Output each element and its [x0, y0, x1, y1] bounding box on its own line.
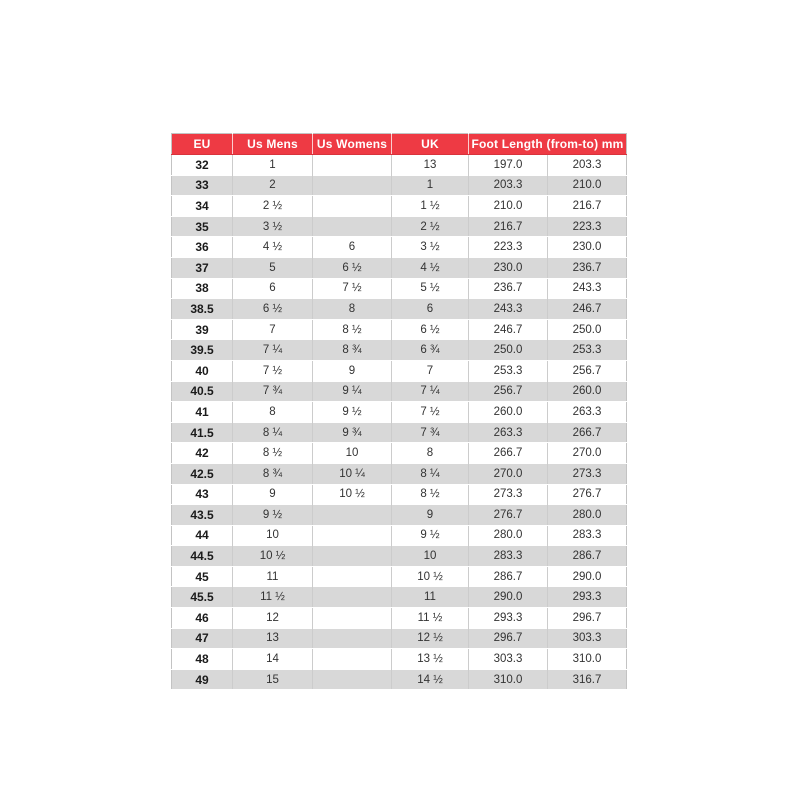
- cell-eu: 38.5: [172, 299, 233, 320]
- col-header-us-womens: Us Womens: [313, 134, 392, 155]
- cell-us-womens: [313, 669, 392, 690]
- cell-us-womens: [313, 216, 392, 237]
- table-row: [172, 257, 627, 278]
- cell-uk: 7 ¾: [392, 422, 469, 443]
- cell-us-mens: 12: [233, 608, 313, 629]
- cell-foot-from: 216.7: [469, 216, 548, 237]
- col-header-eu: EU: [172, 134, 233, 155]
- cell-foot-to: 273.3: [548, 463, 627, 484]
- table-row: [172, 319, 627, 340]
- size-table-body: [172, 155, 627, 690]
- cell-eu: 33: [172, 175, 233, 196]
- table-row: [172, 463, 627, 484]
- cell-uk: 13 ½: [392, 649, 469, 670]
- cell-us-womens: 10 ½: [313, 484, 392, 505]
- cell-us-womens: 10 ¼: [313, 463, 392, 484]
- cell-uk: 6 ¾: [392, 340, 469, 361]
- cell-foot-from: 260.0: [469, 402, 548, 423]
- cell-foot-from: 223.3: [469, 237, 548, 258]
- cell-us-womens: 9: [313, 360, 392, 381]
- table-row: [172, 381, 627, 402]
- cell-uk: 3 ½: [392, 237, 469, 258]
- table-row: [172, 443, 627, 464]
- cell-uk: 7 ¼: [392, 381, 469, 402]
- cell-foot-to: 290.0: [548, 566, 627, 587]
- table-row: [172, 175, 627, 196]
- cell-us-mens: 8 ½: [233, 443, 313, 464]
- cell-foot-to: 250.0: [548, 319, 627, 340]
- table-row: [172, 505, 627, 526]
- table-row: [172, 278, 627, 299]
- cell-us-mens: 8: [233, 402, 313, 423]
- cell-us-womens: 7 ½: [313, 278, 392, 299]
- cell-us-mens: 10: [233, 525, 313, 546]
- cell-foot-to: 216.7: [548, 196, 627, 217]
- table-row: [172, 196, 627, 217]
- cell-uk: 11 ½: [392, 608, 469, 629]
- cell-foot-from: 246.7: [469, 319, 548, 340]
- cell-us-mens: 2: [233, 175, 313, 196]
- cell-uk: 10: [392, 546, 469, 567]
- cell-uk: 4 ½: [392, 257, 469, 278]
- cell-us-womens: 9 ¾: [313, 422, 392, 443]
- table-row: [172, 422, 627, 443]
- cell-foot-to: 286.7: [548, 546, 627, 567]
- cell-uk: 5 ½: [392, 278, 469, 299]
- table-row: [172, 566, 627, 587]
- cell-foot-from: 286.7: [469, 566, 548, 587]
- cell-uk: 6: [392, 299, 469, 320]
- cell-us-mens: 3 ½: [233, 216, 313, 237]
- cell-foot-from: 270.0: [469, 463, 548, 484]
- cell-uk: 1: [392, 175, 469, 196]
- cell-us-womens: [313, 196, 392, 217]
- cell-us-mens: 14: [233, 649, 313, 670]
- cell-foot-from: 250.0: [469, 340, 548, 361]
- cell-us-mens: 6: [233, 278, 313, 299]
- cell-foot-from: 203.3: [469, 175, 548, 196]
- cell-uk: 7 ½: [392, 402, 469, 423]
- cell-foot-to: 243.3: [548, 278, 627, 299]
- cell-foot-to: 256.7: [548, 360, 627, 381]
- cell-us-womens: 8: [313, 299, 392, 320]
- cell-eu: 44: [172, 525, 233, 546]
- cell-us-mens: 7 ¾: [233, 381, 313, 402]
- cell-eu: 43: [172, 484, 233, 505]
- cell-eu: 41: [172, 402, 233, 423]
- table-row: [172, 340, 627, 361]
- cell-us-womens: 8 ½: [313, 319, 392, 340]
- cell-uk: 9: [392, 505, 469, 526]
- cell-foot-from: 243.3: [469, 299, 548, 320]
- cell-us-womens: 10: [313, 443, 392, 464]
- cell-foot-to: 310.0: [548, 649, 627, 670]
- cell-foot-to: 203.3: [548, 155, 627, 176]
- cell-us-womens: [313, 546, 392, 567]
- size-chart-container: [171, 133, 626, 690]
- cell-eu: 42: [172, 443, 233, 464]
- cell-us-mens: 9: [233, 484, 313, 505]
- cell-us-womens: [313, 505, 392, 526]
- cell-us-mens: 11 ½: [233, 587, 313, 608]
- cell-foot-to: 293.3: [548, 587, 627, 608]
- cell-us-womens: [313, 587, 392, 608]
- cell-us-womens: [313, 566, 392, 587]
- table-row: [172, 628, 627, 649]
- table-row: [172, 649, 627, 670]
- cell-us-womens: 9 ¼: [313, 381, 392, 402]
- cell-foot-from: 263.3: [469, 422, 548, 443]
- cell-us-mens: 7: [233, 319, 313, 340]
- cell-uk: 8 ½: [392, 484, 469, 505]
- cell-foot-to: 246.7: [548, 299, 627, 320]
- cell-foot-from: 283.3: [469, 546, 548, 567]
- cell-foot-from: 290.0: [469, 587, 548, 608]
- cell-uk: 11: [392, 587, 469, 608]
- header-row: [172, 134, 627, 155]
- cell-foot-from: 293.3: [469, 608, 548, 629]
- cell-foot-to: 303.3: [548, 628, 627, 649]
- cell-foot-from: 310.0: [469, 669, 548, 690]
- cell-uk: 7: [392, 360, 469, 381]
- cell-us-womens: [313, 628, 392, 649]
- cell-eu: 34: [172, 196, 233, 217]
- cell-uk: 6 ½: [392, 319, 469, 340]
- cell-eu: 45.5: [172, 587, 233, 608]
- cell-foot-to: 223.3: [548, 216, 627, 237]
- cell-uk: 8 ¼: [392, 463, 469, 484]
- cell-us-womens: [313, 155, 392, 176]
- cell-foot-to: 253.3: [548, 340, 627, 361]
- cell-foot-from: 266.7: [469, 443, 548, 464]
- cell-foot-from: 296.7: [469, 628, 548, 649]
- cell-us-womens: [313, 649, 392, 670]
- cell-eu: 49: [172, 669, 233, 690]
- cell-uk: 8: [392, 443, 469, 464]
- cell-us-mens: 9 ½: [233, 505, 313, 526]
- cell-foot-from: 197.0: [469, 155, 548, 176]
- cell-foot-from: 236.7: [469, 278, 548, 299]
- cell-eu: 48: [172, 649, 233, 670]
- cell-uk: 13: [392, 155, 469, 176]
- cell-eu: 44.5: [172, 546, 233, 567]
- table-row: [172, 608, 627, 629]
- cell-uk: 10 ½: [392, 566, 469, 587]
- cell-eu: 32: [172, 155, 233, 176]
- cell-us-mens: 11: [233, 566, 313, 587]
- cell-eu: 35: [172, 216, 233, 237]
- table-row: [172, 360, 627, 381]
- cell-foot-from: 210.0: [469, 196, 548, 217]
- cell-us-mens: 7 ¼: [233, 340, 313, 361]
- cell-eu: 40.5: [172, 381, 233, 402]
- table-row: [172, 216, 627, 237]
- cell-us-mens: 10 ½: [233, 546, 313, 567]
- cell-uk: 9 ½: [392, 525, 469, 546]
- cell-foot-from: 276.7: [469, 505, 548, 526]
- cell-us-womens: 8 ¾: [313, 340, 392, 361]
- cell-eu: 46: [172, 608, 233, 629]
- cell-eu: 40: [172, 360, 233, 381]
- shoe-size-conversion-table: [171, 133, 627, 690]
- cell-us-mens: 2 ½: [233, 196, 313, 217]
- table-row: [172, 587, 627, 608]
- cell-us-mens: 5: [233, 257, 313, 278]
- cell-eu: 36: [172, 237, 233, 258]
- cell-foot-to: 210.0: [548, 175, 627, 196]
- cell-us-mens: 1: [233, 155, 313, 176]
- cell-uk: 14 ½: [392, 669, 469, 690]
- cell-us-womens: 9 ½: [313, 402, 392, 423]
- col-header-us-mens: Us Mens: [233, 134, 313, 155]
- cell-foot-to: 260.0: [548, 381, 627, 402]
- cell-us-womens: 6: [313, 237, 392, 258]
- cell-us-mens: 7 ½: [233, 360, 313, 381]
- cell-foot-to: 230.0: [548, 237, 627, 258]
- cell-foot-to: 316.7: [548, 669, 627, 690]
- cell-eu: 39: [172, 319, 233, 340]
- cell-foot-from: 280.0: [469, 525, 548, 546]
- cell-us-womens: [313, 175, 392, 196]
- table-row: [172, 155, 627, 176]
- cell-eu: 38: [172, 278, 233, 299]
- col-header-uk: UK: [392, 134, 469, 155]
- cell-foot-to: 280.0: [548, 505, 627, 526]
- cell-uk: 1 ½: [392, 196, 469, 217]
- cell-us-mens: 13: [233, 628, 313, 649]
- cell-eu: 43.5: [172, 505, 233, 526]
- table-row: [172, 669, 627, 690]
- cell-eu: 41.5: [172, 422, 233, 443]
- col-header-foot-length: Foot Length (from-to) mm: [469, 134, 627, 155]
- cell-us-womens: 6 ½: [313, 257, 392, 278]
- cell-us-mens: 8 ¼: [233, 422, 313, 443]
- cell-us-womens: [313, 608, 392, 629]
- cell-foot-from: 256.7: [469, 381, 548, 402]
- cell-foot-to: 296.7: [548, 608, 627, 629]
- cell-us-mens: 6 ½: [233, 299, 313, 320]
- cell-foot-to: 283.3: [548, 525, 627, 546]
- cell-foot-from: 230.0: [469, 257, 548, 278]
- table-row: [172, 402, 627, 423]
- cell-us-mens: 8 ¾: [233, 463, 313, 484]
- table-row: [172, 299, 627, 320]
- cell-foot-to: 276.7: [548, 484, 627, 505]
- cell-foot-from: 253.3: [469, 360, 548, 381]
- cell-foot-to: 236.7: [548, 257, 627, 278]
- cell-foot-to: 270.0: [548, 443, 627, 464]
- cell-uk: 12 ½: [392, 628, 469, 649]
- cell-foot-from: 273.3: [469, 484, 548, 505]
- cell-foot-to: 263.3: [548, 402, 627, 423]
- cell-eu: 39.5: [172, 340, 233, 361]
- table-row: [172, 237, 627, 258]
- table-row: [172, 546, 627, 567]
- cell-us-womens: [313, 525, 392, 546]
- cell-eu: 42.5: [172, 463, 233, 484]
- table-row: [172, 484, 627, 505]
- cell-foot-to: 266.7: [548, 422, 627, 443]
- cell-us-mens: 15: [233, 669, 313, 690]
- cell-us-mens: 4 ½: [233, 237, 313, 258]
- table-row: [172, 525, 627, 546]
- cell-eu: 45: [172, 566, 233, 587]
- cell-foot-from: 303.3: [469, 649, 548, 670]
- cell-uk: 2 ½: [392, 216, 469, 237]
- cell-eu: 47: [172, 628, 233, 649]
- cell-eu: 37: [172, 257, 233, 278]
